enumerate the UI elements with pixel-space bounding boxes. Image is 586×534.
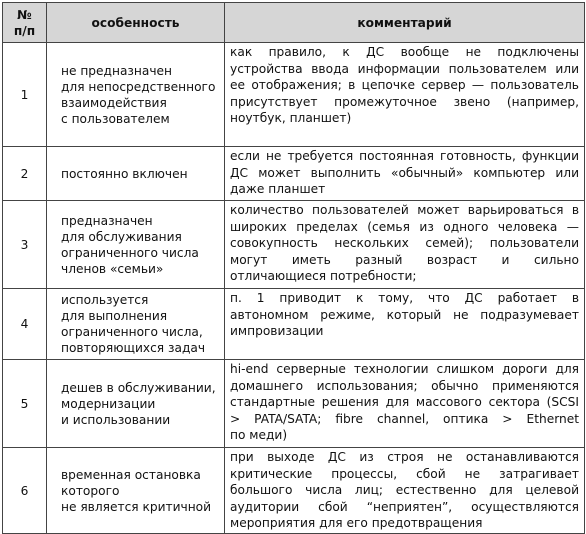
feature-line: предназначен (61, 213, 153, 228)
row-comment (225, 360, 585, 448)
feature-line: членов «семьи» (61, 261, 164, 276)
row-comment (225, 147, 585, 201)
feature-line: и использовании (61, 412, 171, 427)
document-page (2, 2, 584, 531)
header-number (3, 3, 47, 43)
row-comment (225, 43, 585, 147)
row-feature (47, 360, 225, 448)
comment-line: домашнего использования; обычно применяются (230, 378, 579, 393)
comment-line: присутствует промежуточное звено (например, (230, 94, 579, 109)
comment-line: стандартные решения для массового сектора (SCSI (230, 395, 579, 410)
comment-line: количество пользователей может варьироваться в (230, 203, 579, 217)
feature-line: временная остановка (61, 467, 201, 482)
comment-line: даже планшет (230, 182, 326, 197)
feature-line: дешев в обслуживании, (61, 380, 216, 395)
feature-line: взаимодействия (61, 95, 167, 110)
row-comment (225, 448, 585, 534)
comment-line: широких пределах (семья из одного человека — (230, 219, 579, 234)
row-number: 3 (3, 201, 47, 289)
feature-line: с пользователем (61, 111, 170, 126)
feature-line: повторяющихся задач (61, 341, 206, 355)
comment-line: ноутбук, планшет) (230, 111, 352, 126)
header-feature: особенность (47, 3, 225, 43)
header-number-line: п/п (13, 23, 36, 38)
feature-line: для непосредственного (61, 79, 216, 94)
feature-line: модернизации (61, 396, 156, 411)
table-header-row (3, 3, 585, 43)
row-feature (47, 289, 225, 360)
comment-line: по меди) (230, 428, 288, 443)
comment-line: совокупность нескольких семей); пользователи (230, 236, 579, 251)
comment-line: могут иметь разный возраст и сильно (230, 252, 579, 267)
feature-line: для выполнения (61, 309, 168, 323)
row-comment (225, 289, 585, 360)
feature-line: постоянно включен (61, 166, 188, 181)
comment-line: если не требуется постоянная готовность, функции (230, 149, 579, 163)
table-row (3, 289, 585, 360)
row-feature (47, 147, 225, 201)
feature-line: используется (61, 293, 149, 307)
comment-line: ее отображения; в цепочке сервер — пользователь (230, 78, 579, 93)
feature-line: для обслуживания (61, 229, 182, 244)
row-number: 1 (3, 43, 47, 147)
row-number: 2 (3, 147, 47, 201)
table-row (3, 43, 585, 147)
feature-line: ограниченного числа, (61, 325, 203, 339)
row-comment (225, 201, 585, 289)
comment-line: отличающиеся потребности; (230, 269, 417, 284)
header-comment: комментарий (225, 3, 585, 43)
comment-line: ДС может выполнить «обычный» компьютер или (230, 165, 579, 180)
row-number: 5 (3, 360, 47, 448)
header-number-line: № (17, 7, 32, 22)
comment-line: > PATA/SATA; fibre channel, оптика > Ethernet (230, 411, 579, 426)
comment-line: как правило, к ДС вообще не подключены (230, 45, 579, 59)
table-row (3, 147, 585, 201)
features-table (2, 2, 585, 534)
comment-line: большого числа лиц; естественно для целевой (230, 483, 579, 498)
comment-line: hi-end серверные технологии слишком дороги для (230, 362, 579, 376)
comment-line: устройства ввода информации пользователем или (230, 61, 579, 76)
table-row (3, 448, 585, 534)
comment-line: мероприятия для его предотвращения (230, 516, 483, 531)
feature-line: ограниченного числа (61, 245, 199, 260)
comment-line: п. 1 приводит к тому, что ДС работает в (230, 291, 579, 305)
table-row (3, 360, 585, 448)
comment-line: при выходе ДС из строя не останавливаются (230, 450, 579, 464)
row-number: 6 (3, 448, 47, 534)
row-number: 4 (3, 289, 47, 360)
table-row (3, 201, 585, 289)
row-feature (47, 43, 225, 147)
comment-line: аудитории сбой “неприятен”, осуществляются (230, 499, 579, 514)
feature-line: которого (61, 483, 120, 498)
row-feature (47, 448, 225, 534)
comment-line: импровизации (230, 324, 324, 339)
feature-line: не предназначен (61, 63, 172, 78)
comment-line: критические процессы, сбой не затрагивает (230, 466, 579, 481)
feature-line: не является критичной (61, 499, 212, 514)
comment-line: автономном режиме, который не подразумевает (230, 307, 579, 322)
row-feature (47, 201, 225, 289)
